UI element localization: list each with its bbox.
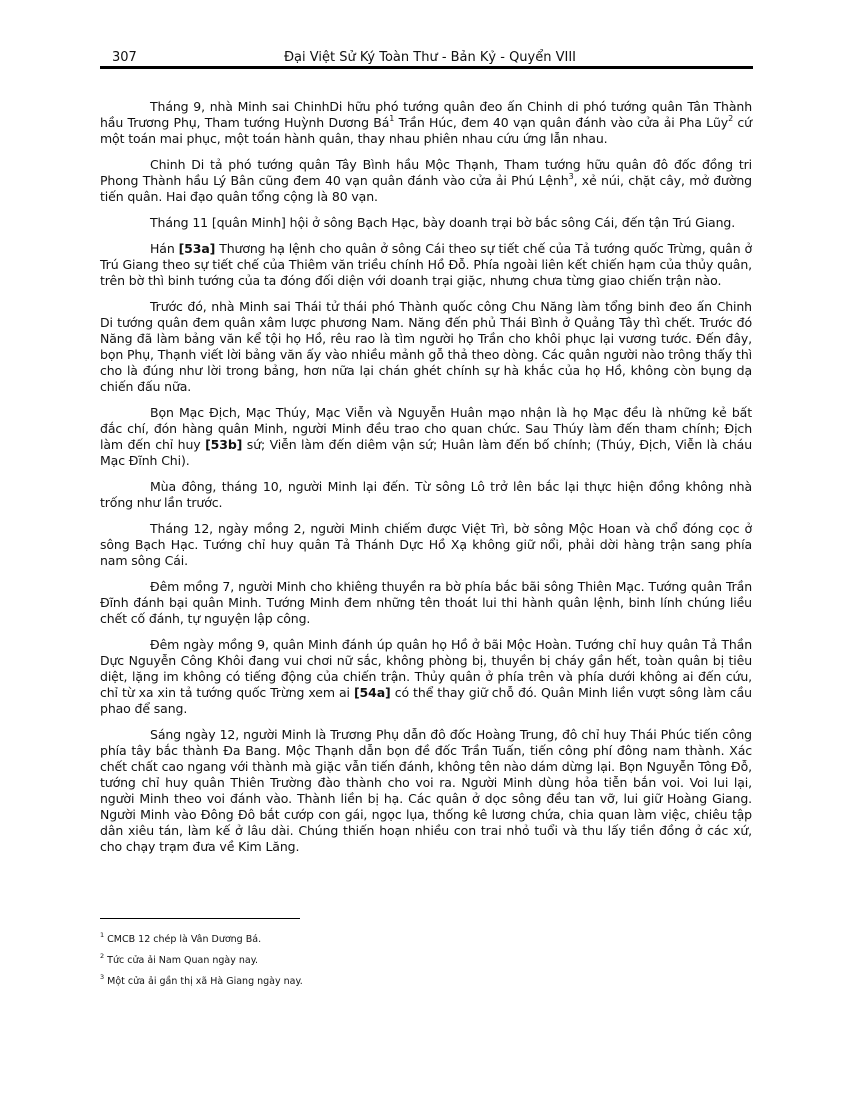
header-rule [100,66,753,69]
paragraph [100,637,752,717]
paragraph [100,579,752,627]
paragraph [100,99,752,147]
running-title: Đại Việt Sử Ký Toàn Thư - Bản Kỷ - Quyển VIII [283,50,577,65]
text-run: Đêm ngày mồng 9, quân Minh đánh úp quân họ Hồ ở bãi Mộc Hoàn. Tướng chỉ huy quân Tả Thần Dực Nguyễn Công Khôi đang vui chơi nữ sắc, không phòng bị, thuyền bị cháy gần hết, toàn quân bị tiêu diệt, lặng im không có tiếng động của chiến trận. Thủy quân ở phía trên và phía dưới không ai đến cứu, chỉ từ xa xin tả tướng quốc Trừng xem ai [100,637,752,700]
text-run: Tháng 11 [quân Minh] hội ở sông Bạch Hạc, bày doanh trại bờ bắc sông Cái, đến tận Trú Giang. [150,215,736,230]
folio-marker: [53b] [205,437,243,452]
footnote-number: 3 [100,972,105,981]
footnote-number: 2 [100,951,105,960]
text-run: Bọn Mạc Địch, Mạc Thúy, Mạc Viễn và Nguyễn Huân mạo nhận là họ Mạc đều là những kẻ bất đắc chí, đón hàng quân Minh, người Minh đều trao cho quan chức. Sau Thúy làm đến tham chính; Địch làm đến chỉ huy [100,405,752,452]
paragraph [100,479,752,511]
text-run: Trước đó, nhà Minh sai Thái tử thái phó Thành quốc công Chu Năng làm tổng binh đeo ấn Chinh Di tướng quân đem quân xâm lược phương Nam. Năng đến phủ Thái Bình ở Quảng Tây thì chết. Trước đó Năng đã làm bảng văn kể tội họ Hồ, rêu rao là tìm người họ Trần cho khôi phục lại vương tước. Đến đây, bọn Phụ, Thạnh viết lời bảng văn ấy vào nhiều mảnh gỗ thả theo dòng. Các quân người nào trông thấy thì cho là đúng như lời trong bảng, hơn nữa lại chán ghét chính sự hà khắc của họ Hồ, không còn bụng dạ chiến đấu nữa. [100,299,752,394]
text-run: sứ; Viễn làm đến diêm vận sứ; Huân làm đến bố chính; (Thúy, Địch, Viễn là cháu Mạc Đĩnh Chi). [100,437,752,468]
footnote-number: 1 [100,930,105,939]
paragraph [100,521,752,569]
text-run: Sáng ngày 12, người Minh là Trương Phụ dẫn đô đốc Hoàng Trung, đô chỉ huy Thái Phúc tiến công phía tây bắc thành Đa Bang. Mộc Thạnh dẫn bọn đề đốc Trần Tuấn, tiến công phí đông nam thành. Xác chết chất cao ngang với thành mà giặc vẫn tiến đánh, không tên nào dám dừng lại. Bọn Nguyễn Tông Đỗ, tướng chỉ huy quân Thiên Trường đào thành cho voi ra. Người Minh dùng hỏa tiễn bắn voi. Voi lui lại, người Minh theo voi đánh vào. Thành liền bị hạ. Các quân ở dọc sông đều tan vỡ, lui giữ Hoàng Giang. Người Minh vào Đông Đô bắt cướp con gái, ngọc lụa, thống kê lương chứa, chia quan làm việc, chiêu tập dân xiêu tán, làm kế ở lâu dài. Chúng thiến hoạn nhiều con trai nhỏ tuổi và thu lấy tiền đồng ở các xứ, cho chạy trạm đưa về Kim Lăng. [100,727,752,854]
footnote [100,951,752,967]
paragraph [100,727,752,855]
footnote-ref: 1 [389,113,395,123]
text-run: Mùa đông, tháng 10, người Minh lại đến. Từ sông Lô trở lên bắc lại thực hiện đồng không nhà trống như lần trước. [100,479,752,510]
footnote-ref: 3 [568,171,574,181]
footnote-rule [100,918,300,919]
folio-marker: [53a] [178,241,216,256]
paragraph [100,215,752,231]
paragraph [100,299,752,395]
text-run: Tháng 9, nhà Minh sai ChinhDi hữu phó tướng quân đeo ấn Chinh di phó tướng quân Tân Thành hầu Trương Phụ, Tham tướng Huỳnh Dương Bá [100,99,752,130]
footnote-text: Tức cửa ải Nam Quan ngày nay. [104,955,259,966]
footnote [100,972,752,988]
text-run: có thể thay giữ chỗ đó. Quân Minh liền vượt sông làm cầu phao để sang. [100,685,752,716]
folio-marker: [54a] [353,685,391,700]
text-run: cứ một toán mai phục, một toán hành quân, thay nhau phiên nhau cứu ứng lẫn nhau. [100,115,752,146]
text-run: Trần Húc, đem 40 vạn quân đánh vào cửa ải Pha Lũy [394,115,729,130]
paragraph [100,157,752,205]
text-run: Chinh Di tả phó tướng quân Tây Bình hầu Mộc Thạnh, Tham tướng hữu quân đô đốc đồng tri Phong Thành hầu Lý Bân cũng đem 40 vạn quân đánh vào cửa ải Phú Lệnh [100,157,752,188]
text-run: , xẻ núi, chặt cây, mở đường tiến quân. Hai đạo quân tổng cộng là 80 vạn. [100,173,752,204]
paragraph [100,405,752,469]
page-number: 307 [112,50,137,65]
footnote-text: CMCB 12 chép là Vân Dương Bá. [104,934,262,945]
footnote [100,930,752,946]
footnote-text: Một cửa ải gần thị xã Hà Giang ngày nay. [104,976,303,987]
text-run: Đêm mồng 7, người Minh cho khiêng thuyền ra bờ phía bắc bãi sông Thiên Mạc. Tướng quân Trần Đĩnh đánh bại quân Minh. Tướng Minh đem những tên thoát lui thi hành quân lệnh, binh lính chúng liều chết cố đánh, tự nguyện lập công. [100,579,752,626]
page-header [100,47,752,67]
text-run: Hán [150,241,179,256]
text-run: Thương hạ lệnh cho quân ở sông Cái theo sự tiết chế của Tả tướng quốc Trừng, quân ở Trú Giang theo sự tiết chế của Thiêm văn triều chính Hồ Đỗ. Phía ngoài liên kết chiến hạm của thủy quân, trên bờ thì binh tướng của ta đóng đối diện với doanh trại giặc, nhưng chưa từng giao chiến trận nào. [100,241,752,288]
footnotes [100,930,752,997]
footnote-ref: 2 [728,113,734,123]
text-run: Tháng 12, ngày mồng 2, người Minh chiếm được Việt Trì, bờ sông Mộc Hoan và chổ đóng cọc ở sông Bạch Hạc. Tướng chỉ huy quân Tả Thánh Dực Hồ Xạ không giữ nổi, phải dời hàng trận sang phía nam sông Cái. [100,521,752,568]
paragraph [100,241,752,289]
body-text [100,99,752,865]
